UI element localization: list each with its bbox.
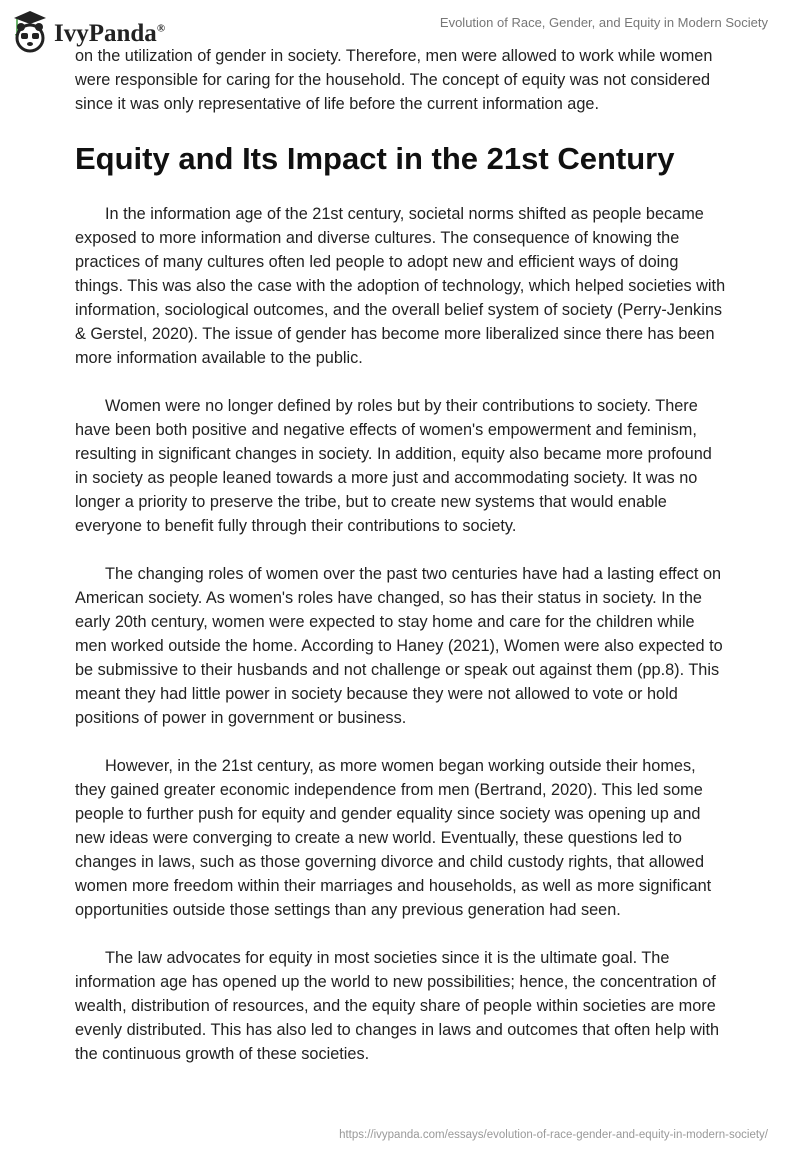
section-heading: Equity and Its Impact in the 21st Century [75, 141, 675, 176]
paragraph: In the information age of the 21st century, societal norms shifted as people became exposed to more information and diverse cultures. The consequence of knowing the practices of many cultures often led people to adopt new and efficient ways of doing things. This was also the case with the adoption of technology, which helped societies with information, sociological outcomes, and the overall belief system of society (Perry-Jenkins & Gerstel, 2020). The issue of gender has become more liberalized since there has been more information available to the public. [75, 205, 726, 367]
logo-text: IvyPanda® [54, 20, 166, 47]
paragraph: The changing roles of women over the past two centuries have had a lasting effect on American society. As women's roles have changed, so has their status in society. In the early 20th century, women were expected to stay home and care for the children while men worked outside the home. According to Haney (2021), Women were also expected to be submissive to their husbands and not challenge or speak out against them (pp.8). This meant they had little power in society because they were not allowed to vote or hold positions of power in government or business. [75, 565, 723, 727]
paragraph: Women were no longer defined by roles but by their contributions to society. There have been both positive and negative effects of women's empowerment and feminism, resulting in significant changes in society. In addition, equity also became more profound in society as people leaned towards a more just and accommodating society. It was no longer a priority to preserve the tribe, but to create new systems that would enable everyone to benefit fully through their contributions to society. [75, 397, 712, 535]
paragraph: The law advocates for equity in most societies since it is the ultimate goal. The information age has opened up the world to new possibilities; hence, the concentration of wealth, distribution of resources, and the equity share of people within societies are more evenly distributed. This has also led to changes in laws and outcomes that often help with the continuous growth of these societies. [75, 949, 720, 1063]
intro-paragraph: on the utilization of gender in society. Therefore, men were allowed to work while women were responsible for caring for the household. The concept of equity was not considered since it was only representative of life before the current information age. [75, 47, 713, 113]
document-title: Evolution of Race, Gender, and Equity in Modern Society [439, 15, 768, 30]
panda-graduate-icon [12, 8, 48, 54]
paragraph: However, in the 21st century, as more women began working outside their homes, they gained greater economic independence from men (Bertrand, 2020). This led some people to further push for equity and gender equality since society was opening up and new ideas were converging to create a new world. Eventually, these questions led to changes in laws, such as those governing divorce and child custody rights, that allowed women more freedom within their marriages and households, as well as more significant opportunities outside those settings than any previous generation had seen. [75, 757, 712, 919]
source-url[interactable]: https://ivypanda.com/essays/evolution-of-race-gender-and-equity-in-modern-society/ [339, 1129, 768, 1141]
essay-content [75, 44, 727, 1090]
